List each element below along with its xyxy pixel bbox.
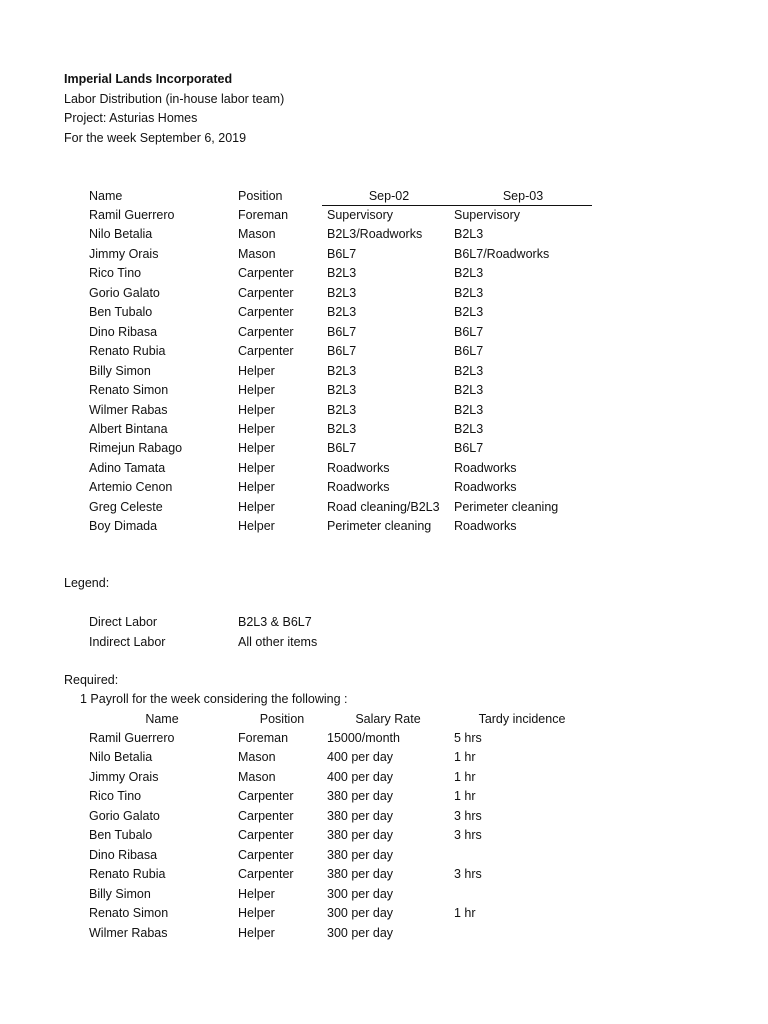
project-name: Project: Asturias Homes (64, 111, 198, 125)
name-cell: Gorio Galato (89, 808, 160, 823)
name-cell: Ben Tubalo (89, 305, 153, 320)
table-row (0, 886, 768, 906)
table-row (0, 246, 768, 266)
table-row (0, 382, 768, 402)
name-cell: Billy Simon (89, 886, 151, 901)
position-cell: Helper (238, 421, 275, 436)
table-row (0, 440, 768, 460)
col4-cell: B2L3 (454, 383, 484, 398)
table-row (0, 402, 768, 422)
position-cell: Mason (238, 750, 276, 765)
name-cell: Adino Tamata (89, 460, 166, 475)
col3-cell: 380 per day (327, 828, 394, 843)
table-row (0, 847, 768, 867)
col4-cell: B2L3 (454, 227, 484, 242)
table-row (0, 421, 768, 441)
col3-cell: B2L3 (327, 305, 357, 320)
name-cell: Wilmer Rabas (89, 402, 168, 417)
col3-cell: Roadworks (327, 480, 390, 495)
table-row (0, 499, 768, 519)
col4-cell: B2L3 (454, 266, 484, 281)
col4-cell: 3 hrs (454, 867, 482, 882)
name-cell: Albert Bintana (89, 421, 168, 436)
col4-cell: B2L3 (454, 285, 484, 300)
name-cell: Nilo Betalia (89, 750, 153, 765)
required-item: 1 Payroll for the week considering the following : (80, 692, 348, 706)
col3-cell: B6L7 (327, 441, 357, 456)
table-row (0, 518, 768, 538)
col3-cell: B2L3 (327, 421, 357, 436)
col4-cell: Perimeter cleaning (454, 499, 559, 514)
position-cell: Carpenter (238, 344, 294, 359)
col3-cell: B2L3 (327, 383, 357, 398)
col3-cell: Roadworks (327, 460, 390, 475)
table-row (0, 304, 768, 324)
position-cell: Carpenter (238, 324, 294, 339)
name-cell: Boy Dimada (89, 519, 158, 534)
table-row (0, 905, 768, 925)
name-cell: Nilo Betalia (89, 227, 153, 242)
col3-cell: 380 per day (327, 847, 394, 862)
legend-item-value: All other items (238, 635, 318, 649)
table-row (0, 285, 768, 305)
col4-cell: 1 hr (454, 789, 476, 804)
col4-cell: 1 hr (454, 769, 476, 784)
table-row (0, 479, 768, 499)
col3-cell: B6L7 (327, 324, 357, 339)
legend-item-value: B2L3 & B6L7 (238, 615, 312, 629)
name-cell: Greg Celeste (89, 499, 163, 514)
name-cell: Renato Rubia (89, 344, 166, 359)
name-cell: Gorio Galato (89, 285, 160, 300)
col4-cell: B2L3 (454, 363, 484, 378)
legend-item-label: Indirect Labor (89, 635, 166, 649)
table-row (0, 343, 768, 363)
position-cell: Helper (238, 519, 275, 534)
position-cell: Helper (238, 499, 275, 514)
col4-cell: Roadworks (454, 460, 517, 475)
position-cell: Mason (238, 769, 276, 784)
col4-cell: B6L7 (454, 324, 484, 339)
week-label: For the week September 6, 2019 (64, 131, 247, 145)
table-row (0, 730, 768, 750)
position-cell: Carpenter (238, 285, 294, 300)
name-cell: Jimmy Orais (89, 769, 159, 784)
table-row (0, 827, 768, 847)
table-row (0, 207, 768, 227)
col4-cell: B2L3 (454, 402, 484, 417)
payroll-header-rate: Salary Rate (355, 712, 421, 726)
col4-cell: B2L3 (454, 305, 484, 320)
table-row (0, 226, 768, 246)
position-cell: Helper (238, 460, 275, 475)
table-row (0, 265, 768, 285)
position-cell: Helper (238, 886, 275, 901)
col4-cell: B6L7 (454, 344, 484, 359)
name-cell: Jimmy Orais (89, 246, 159, 261)
table-row (0, 769, 768, 789)
table-row (0, 866, 768, 886)
name-cell: Dino Ribasa (89, 847, 158, 862)
col3-cell: 380 per day (327, 867, 394, 882)
dist-header-day1: Sep-02 (368, 189, 410, 203)
dist-header-rule (322, 205, 592, 206)
position-cell: Mason (238, 246, 276, 261)
table-row (0, 788, 768, 808)
table-row (0, 363, 768, 383)
table-row (0, 808, 768, 828)
col3-cell: 400 per day (327, 769, 394, 784)
name-cell: Ramil Guerrero (89, 731, 175, 745)
col4-cell: B6L7 (454, 441, 484, 456)
position-cell: Foreman (238, 731, 289, 745)
position-cell: Carpenter (238, 847, 294, 862)
position-cell: Helper (238, 925, 275, 940)
position-cell: Helper (238, 363, 275, 378)
col3-cell: B2L3/Roadworks (327, 227, 423, 242)
col3-cell: B6L7 (327, 344, 357, 359)
col4-cell: B2L3 (454, 421, 484, 436)
position-cell: Carpenter (238, 305, 294, 320)
position-cell: Carpenter (238, 808, 294, 823)
col4-cell: 5 hrs (454, 731, 482, 745)
col4-cell: 1 hr (454, 750, 476, 765)
position-cell: Carpenter (238, 266, 294, 281)
col3-cell: B6L7 (327, 246, 357, 261)
position-cell: Carpenter (238, 789, 294, 804)
dist-header-name: Name (89, 189, 123, 203)
col3-cell: 380 per day (327, 789, 394, 804)
col3-cell: 300 per day (327, 906, 394, 921)
position-cell: Helper (238, 441, 275, 456)
col3-cell: B2L3 (327, 402, 357, 417)
legend-title: Legend: (64, 576, 110, 590)
col4-cell: 3 hrs (454, 808, 482, 823)
company-name: Imperial Lands Incorporated (64, 72, 233, 86)
col3-cell: 400 per day (327, 750, 394, 765)
document-subtitle: Labor Distribution (in-house labor team) (64, 92, 285, 106)
legend-item-label: Direct Labor (89, 615, 158, 629)
name-cell: Dino Ribasa (89, 324, 158, 339)
name-cell: Billy Simon (89, 363, 151, 378)
name-cell: Renato Rubia (89, 867, 166, 882)
position-cell: Helper (238, 402, 275, 417)
col3-cell: Road cleaning/B2L3 (327, 499, 440, 514)
position-cell: Carpenter (238, 867, 294, 882)
table-row (0, 749, 768, 769)
col4-cell: Supervisory (454, 208, 520, 222)
position-cell: Helper (238, 906, 275, 921)
col4-cell: Roadworks (454, 480, 517, 495)
name-cell: Renato Simon (89, 383, 169, 398)
name-cell: Rico Tino (89, 266, 142, 281)
col3-cell: B2L3 (327, 266, 357, 281)
col3-cell: Perimeter cleaning (327, 519, 432, 534)
col3-cell: 300 per day (327, 925, 394, 940)
position-cell: Carpenter (238, 828, 294, 843)
position-cell: Helper (238, 480, 275, 495)
col3-cell: 15000/month (327, 731, 400, 745)
table-row (0, 324, 768, 344)
name-cell: Renato Simon (89, 906, 169, 921)
name-cell: Artemio Cenon (89, 480, 173, 495)
required-title: Required: (64, 673, 119, 687)
col3-cell: B2L3 (327, 363, 357, 378)
name-cell: Ben Tubalo (89, 828, 153, 843)
position-cell: Mason (238, 227, 276, 242)
dist-header-day2: Sep-03 (502, 189, 544, 203)
col3-cell: 300 per day (327, 886, 394, 901)
col3-cell: B2L3 (327, 285, 357, 300)
payroll-header-tardy: Tardy incidence (478, 712, 566, 726)
col3-cell: 380 per day (327, 808, 394, 823)
payroll-header-name: Name (145, 712, 179, 726)
col3-cell: Supervisory (327, 208, 393, 222)
name-cell: Rimejun Rabago (89, 441, 183, 456)
col4-cell: 3 hrs (454, 828, 482, 843)
col4-cell: 1 hr (454, 906, 476, 921)
name-cell: Ramil Guerrero (89, 208, 175, 222)
col4-cell: Roadworks (454, 519, 517, 534)
name-cell: Wilmer Rabas (89, 925, 168, 940)
payroll-header-position: Position (259, 712, 305, 726)
position-cell: Helper (238, 383, 275, 398)
table-row (0, 925, 768, 945)
col4-cell: B6L7/Roadworks (454, 246, 550, 261)
name-cell: Rico Tino (89, 789, 142, 804)
table-row (0, 460, 768, 480)
position-cell: Foreman (238, 208, 289, 222)
dist-header-position: Position (238, 189, 283, 203)
